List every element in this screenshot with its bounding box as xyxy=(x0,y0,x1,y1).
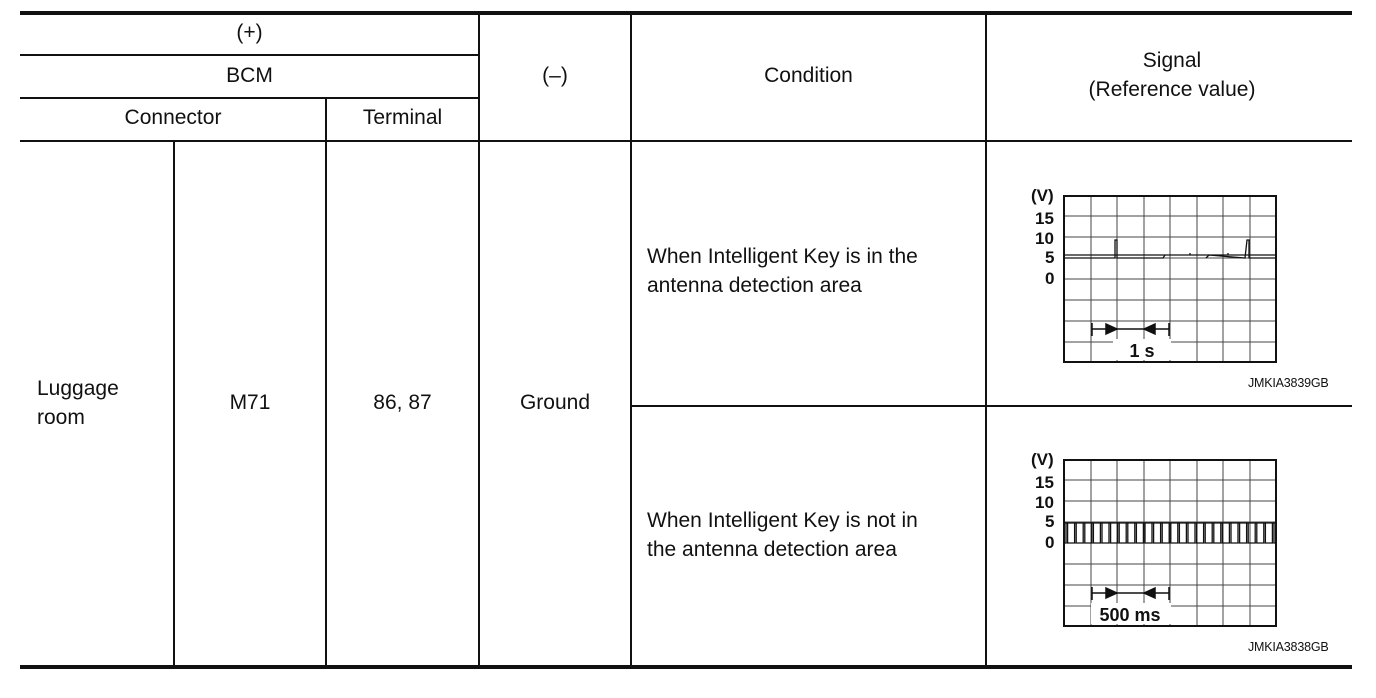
condition-2-line2: the antenna detection area xyxy=(647,538,897,561)
condition-2-line1: When Intelligent Key is not in xyxy=(647,509,918,532)
terminal-value: 86, 87 xyxy=(373,391,432,414)
col-divider-signal xyxy=(985,13,987,667)
header-rule-bcm xyxy=(20,54,479,56)
scope-1-grid xyxy=(1064,196,1276,362)
header-bcm: BCM xyxy=(226,64,273,87)
scope-2-time-label: 500 ms xyxy=(1099,605,1161,625)
scope-2-tick-0: 0 xyxy=(1045,533,1055,552)
minus-value: Ground xyxy=(519,391,591,414)
header-condition: Condition xyxy=(764,64,853,87)
header-bottom-rule xyxy=(20,140,1352,142)
scope-1-time-label: 1 s xyxy=(1129,341,1155,361)
figure-code-1: JMKIA3839GB xyxy=(1248,376,1329,390)
scope-2-tick-15: 15 xyxy=(1035,473,1054,492)
scope-1-tick-10: 10 xyxy=(1035,229,1054,248)
scope-1-tick-15: 15 xyxy=(1035,209,1054,228)
table-top-rule xyxy=(20,11,1352,15)
header-signal-reference: (Reference value) xyxy=(1088,78,1256,101)
table-bottom-rule xyxy=(20,665,1352,669)
condition-divider-rule xyxy=(631,405,1352,407)
oscilloscope-signal-1 xyxy=(1028,182,1288,372)
scope-2-unit-label: (V) xyxy=(1031,450,1054,469)
col-divider-terminal xyxy=(325,97,327,667)
col-divider-condition xyxy=(630,13,632,667)
condition-1-line1: When Intelligent Key is in the xyxy=(647,245,918,268)
scope-2-tick-10: 10 xyxy=(1035,493,1054,512)
scope-2-tick-5: 5 xyxy=(1045,512,1055,531)
header-signal: Signal xyxy=(1142,49,1202,72)
condition-1-line2: antenna detection area xyxy=(647,274,862,297)
header-rule-connector xyxy=(20,97,479,99)
scope-1-tick-5: 5 xyxy=(1045,248,1055,267)
oscilloscope-signal-2 xyxy=(1028,446,1288,636)
scope-1-tick-0: 0 xyxy=(1045,269,1055,288)
figure-code-2: JMKIA3838GB xyxy=(1248,640,1329,654)
header-minus: (–) xyxy=(542,64,568,87)
header-terminal: Terminal xyxy=(362,106,443,129)
location-line2: room xyxy=(37,406,85,429)
scope-2-time-marker xyxy=(1092,587,1169,600)
header-plus: (+) xyxy=(236,21,263,44)
scope-1-unit-label: (V) xyxy=(1031,186,1054,205)
header-connector: Connector xyxy=(124,106,222,129)
location-line1: Luggage xyxy=(37,377,119,400)
connector-value: M71 xyxy=(229,391,271,414)
scope-1-time-marker xyxy=(1092,323,1169,336)
